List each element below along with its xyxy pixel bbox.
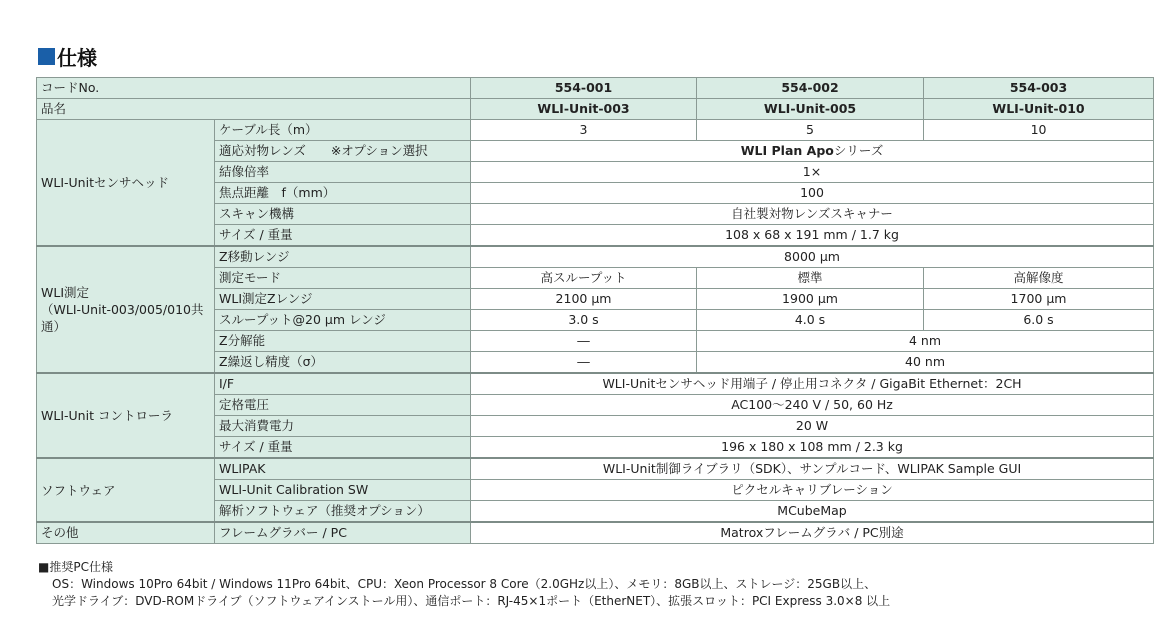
group-sensor: WLI-Unitセンサヘッド — [37, 120, 215, 247]
cell: 108 x 68 x 191 mm / 1.7 kg — [471, 225, 1154, 247]
cell: AC100～240 V / 50, 60 Hz — [471, 395, 1154, 416]
cell: 40 nm — [697, 352, 1154, 374]
cell: 4.0 s — [697, 310, 924, 331]
cell: 3.0 s — [471, 310, 697, 331]
row-label: WLIPAK — [215, 458, 471, 480]
row-label: WLI測定Zレンジ — [215, 289, 471, 310]
recommended-pc-notes — [38, 559, 890, 610]
notes-line-1: OS：Windows 10Pro 64bit / Windows 11Pro 64bit、CPU：Xeon Processor 8 Core（2.0GHz以上）、メモリ：8GB以上、ストレージ：25GB以上、 — [52, 577, 877, 591]
row-label: 適応対物レンズ ※オプション選択 — [215, 141, 471, 162]
name-1: WLI-Unit-003 — [471, 99, 697, 120]
cell: 高スループット — [471, 268, 697, 289]
row-label: Z移動レンジ — [215, 246, 471, 268]
row-label: サイズ / 重量 — [215, 437, 471, 459]
cell: 2100 μm — [471, 289, 697, 310]
cell: WLI-Unitセンサヘッド用端子 / 停止用コネクタ / GigaBit Ethernet：2CH — [471, 373, 1154, 395]
table-row — [37, 373, 1154, 395]
row-label: Z繰返し精度（σ） — [215, 352, 471, 374]
cell: 1900 μm — [697, 289, 924, 310]
cell — [471, 141, 1154, 162]
table-row — [37, 99, 1154, 120]
notes-heading: ■推奨PC仕様 — [38, 560, 113, 574]
lens-suffix: シリーズ — [833, 143, 884, 158]
row-label: スキャン機構 — [215, 204, 471, 225]
table-row — [37, 120, 1154, 141]
row-label: フレームグラバー / PC — [215, 522, 471, 544]
name-3: WLI-Unit-010 — [924, 99, 1154, 120]
cell: 4 nm — [697, 331, 1154, 352]
code-1: 554-001 — [471, 78, 697, 99]
cell: 5 — [697, 120, 924, 141]
group-software: ソフトウェア — [37, 458, 215, 522]
group-measure-line2: （WLI-Unit-003/005/010共通） — [41, 302, 204, 334]
table-row — [37, 78, 1154, 99]
row-label: スループット@20 μm レンジ — [215, 310, 471, 331]
table-row — [37, 458, 1154, 480]
section-title-text: 仕様 — [57, 46, 97, 70]
row-label: サイズ / 重量 — [215, 225, 471, 247]
notes-line-2: 光学ドライブ：DVD-ROMドライブ（ソフトウェアインストール用）、通信ポート：RJ-45×1ポート（EtherNET）、拡張スロット：PCI Express 3.0×8 以上 — [52, 594, 891, 608]
row-label: 解析ソフトウェア（推奨オプション） — [215, 501, 471, 523]
cell: 20 W — [471, 416, 1154, 437]
cell: 標準 — [697, 268, 924, 289]
code-label: コードNo. — [37, 78, 471, 99]
cell: 1700 μm — [924, 289, 1154, 310]
cell: 高解像度 — [924, 268, 1154, 289]
cell: MCubeMap — [471, 501, 1154, 523]
row-label: 焦点距離 f（mm） — [215, 183, 471, 204]
code-2: 554-002 — [697, 78, 924, 99]
cell: ― — [471, 352, 697, 374]
row-label: 結像倍率 — [215, 162, 471, 183]
row-label: Z分解能 — [215, 331, 471, 352]
cell: 自社製対物レンズスキャナー — [471, 204, 1154, 225]
cell: 3 — [471, 120, 697, 141]
row-label: 最大消費電力 — [215, 416, 471, 437]
table-row — [37, 246, 1154, 268]
square-bullet-icon — [38, 48, 55, 65]
row-label: I/F — [215, 373, 471, 395]
cell: 1× — [471, 162, 1154, 183]
name-label: 品名 — [37, 99, 471, 120]
row-label: WLI-Unit Calibration SW — [215, 480, 471, 501]
cell: ― — [471, 331, 697, 352]
row-label: ケーブル長（m） — [215, 120, 471, 141]
cell: 8000 μm — [471, 246, 1154, 268]
cell: ピクセルキャリブレーション — [471, 480, 1154, 501]
cell: Matroxフレームグラバ / PC別途 — [471, 522, 1154, 544]
group-measure-line1: WLI測定 — [41, 285, 90, 300]
code-3: 554-003 — [924, 78, 1154, 99]
name-2: WLI-Unit-005 — [697, 99, 924, 120]
group-other: その他 — [37, 522, 215, 544]
section-title — [38, 42, 97, 71]
cell: 6.0 s — [924, 310, 1154, 331]
cell: 100 — [471, 183, 1154, 204]
spec-table — [36, 77, 1154, 544]
row-label: 測定モード — [215, 268, 471, 289]
lens-name: WLI Plan Apo — [740, 143, 834, 158]
group-measure — [37, 246, 215, 373]
cell: 10 — [924, 120, 1154, 141]
table-row — [37, 522, 1154, 544]
row-label: 定格電圧 — [215, 395, 471, 416]
cell: WLI-Unit制御ライブラリ（SDK）、サンプルコード、WLIPAK Sample GUI — [471, 458, 1154, 480]
cell: 196 x 180 x 108 mm / 2.3 kg — [471, 437, 1154, 459]
group-controller: WLI-Unit コントローラ — [37, 373, 215, 458]
